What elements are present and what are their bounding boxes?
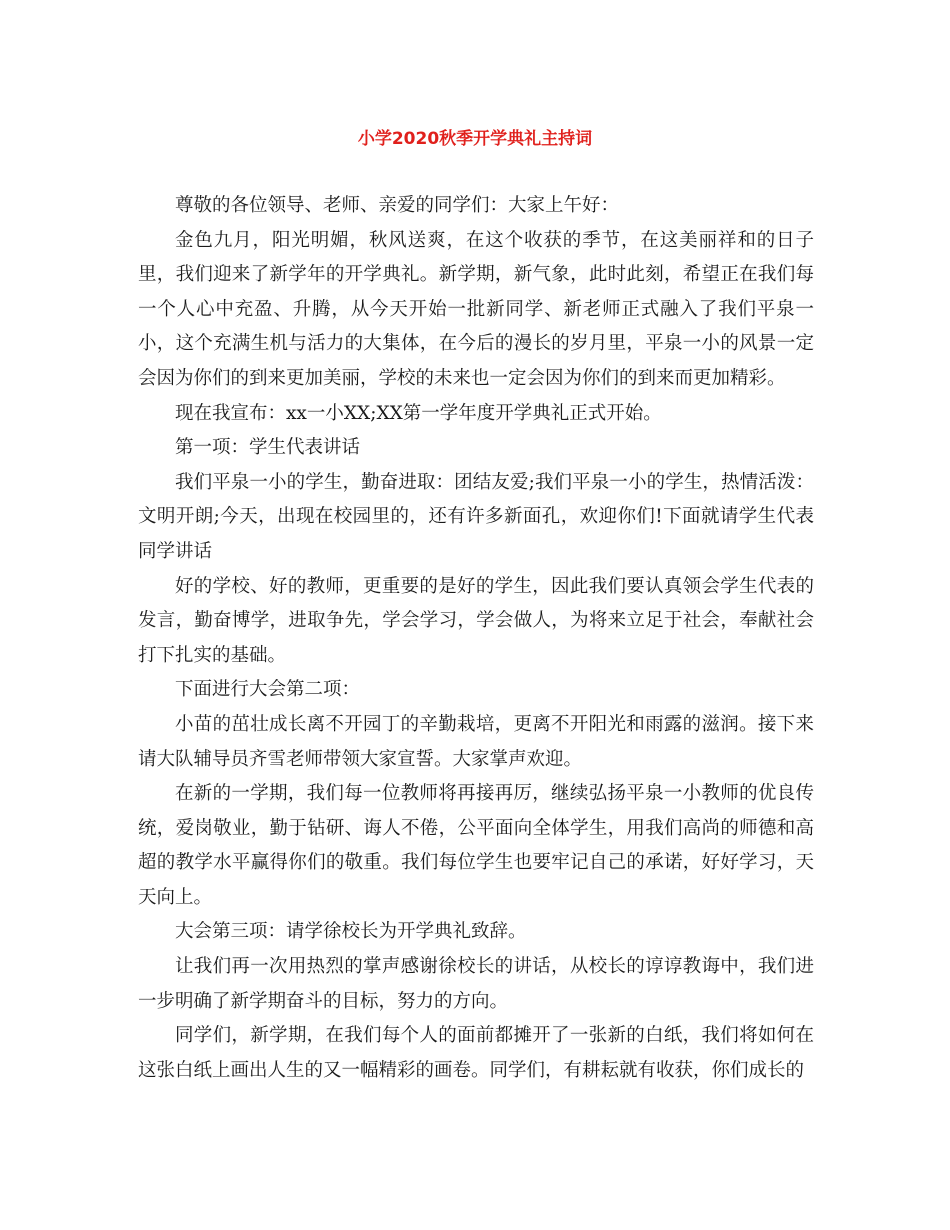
paragraph-oath-intro: 小苗的茁壮成长离不开园丁的辛勤栽培，更离不开阳光和雨露的滋润。接下来请大队辅导员齐雪老师带领大家宣誓。大家掌声欢迎。 [138, 713, 814, 770]
paragraph-announcement: 现在我宣布：xx一小XX;XX第一学年度开学典礼正式开始。 [175, 402, 662, 424]
paragraph-teachers: 在新的一学期，我们每一位教师将再接再厉，继续弘扬平泉一小教师的优良传统，爱岗敬业，勤于钻研、诲人不倦，公平面向全体学生，用我们高尚的师德和高超的教学水平赢得你们的敬重。我们每位学生也要牢记自己的承诺，好好学习，天天向上。 [138, 783, 814, 908]
paragraph-greeting: 尊敬的各位领导、老师、亲爱的同学们：大家上午好： [175, 195, 620, 216]
paragraph-item-three: 大会第三项：请学徐校长为开学典礼致辞。 [175, 921, 527, 943]
paragraph-principal-thanks: 让我们再一次用热烈的掌声感谢徐校长的讲话，从校长的谆谆教诲中，我们进一步明确了新学期奋斗的目标，努力的方向。 [138, 956, 814, 1012]
paragraph-student-after: 好的学校、好的教师，更重要的是好的学生，因此我们要认真领会学生代表的发言，勤奋博学，进取争先，学会学习，学会做人，为将来立足于社会，奉献社会打下扎实的基础。 [138, 575, 814, 666]
paragraph-item-two: 下面进行大会第二项： [175, 679, 361, 701]
paragraph-opening: 金色九月，阳光明媚，秋风送爽，在这个收获的季节，在这美丽祥和的日子里，我们迎来了新学年的开学典礼。新学期，新气象，此时此刻，希望正在我们每一个人心中充盈、升腾，从今天开始一批新同学、新老师正式融入了我们平泉一小，这个充满生机与活力的大集体，在今后的漫长的岁月里，平泉一小的风景一定会因为你们的到来更加美丽，学校的未来也一定会因为你们的到来而更加精彩。 [138, 229, 814, 389]
document-body [138, 189, 814, 1088]
paragraph-closing: 同学们，新学期，在我们每个人的面前都摊开了一张新的白纸，我们将如何在这张白纸上画出人生的又一幅精彩的画卷。同学们，有耕耘就有收获，你们成长的 [138, 1025, 814, 1081]
paragraph-item-one: 第一项：学生代表讲话 [175, 437, 361, 459]
document-title: 小学2020秋季开学典礼主持词 [357, 129, 593, 149]
paragraph-student-intro: 我们平泉一小的学生，勤奋进取：团结友爱;我们平泉一小的学生，热情活泼：文明开朗;今天，出现在校园里的，还有许多新面孔，欢迎你们!下面就请学生代表同学讲话 [138, 471, 814, 562]
